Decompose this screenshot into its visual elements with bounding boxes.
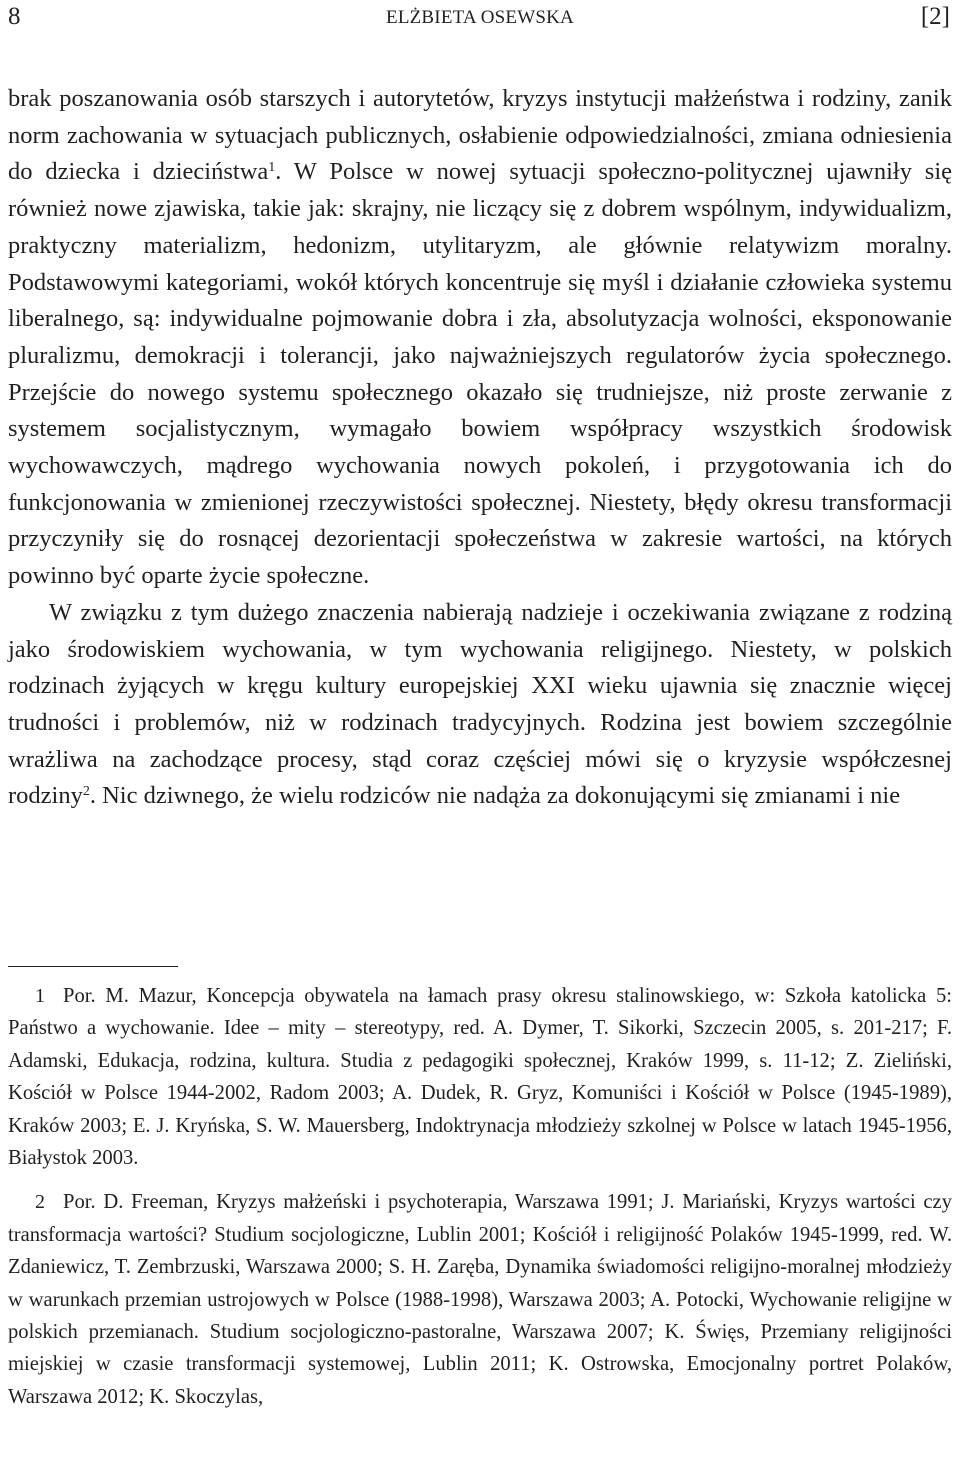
footnote-ref-2[interactable]: 2 bbox=[82, 784, 90, 800]
paragraph-2 bbox=[8, 595, 952, 815]
footnote-1 bbox=[8, 980, 952, 1174]
running-head-author: ELŻBIETA OSEWSKA bbox=[386, 7, 574, 28]
footnote-2-mark: 2 bbox=[35, 1191, 45, 1214]
footnote-1-text: Por. M. Mazur, Koncepcja obywatela na łamach prasy okresu stalinowskiego, w: Szkoła katolicka 5: Państwo a wychowanie. Idee – mity – stereotypy, red. A. Dymer, T. Sikorki, Szczecin 2005, s. 201-217; F. Adamski, Edukacja, rodzina, kultura. Studia z pedagogiki społecznej, Kraków 1999, s. 11-12; Z. Zieliński, Kościół w Polsce 1944-2002, Radom 2003; A. Dudek, R. Gryz, Komuniści i Kościół w Polsce (1945-1989), Kraków 2003; E. J. Kryńska, S. W. Mauersberg, Indoktrynacja młodzieży szkolnej w Polsce w latach 1945-1956, Białystok 2003. bbox=[8, 985, 952, 1170]
footnote-separator bbox=[8, 966, 178, 967]
paragraph-1 bbox=[8, 81, 952, 595]
paragraph-2-text-a: W związku z tym dużego znaczenia nabierają nadzieje i oczekiwania związane z rodziną jako środowiskiem wychowania, w tym wychowania religijnego. Niestety, w polskich rodzinach żyjących w kręgu kultury europejskiej XXI wieku ujawnia się znacznie więcej trudności i problemów, niż w rodzinach tradycyjnych. Rodzina jest bowiem szczególnie wrażliwa na zachodzące procesy, stąd coraz częściej mówi się o kryzysie współczesnej rodziny bbox=[8, 598, 952, 810]
footnote-ref-1[interactable]: 1 bbox=[268, 160, 276, 176]
section-number: [2] bbox=[920, 3, 950, 30]
body-text bbox=[8, 81, 952, 815]
page-header bbox=[8, 2, 952, 32]
paragraph-1-text-b: . W Polsce w nowej sytuacji społeczno-politycznej ujawniły się również nowe zjawiska, takie jak: skrajny, nie liczący się z dobrem wspólnym, indywidualizm, praktyczny materializm, hedonizm, utylitaryzm, ale głównie relatywizm moralny. Podstawowymi kategoriami, wokół których koncentruje się myśl i działanie człowieka systemu liberalnego, są: indywidualne pojmowanie dobra i zła, absolutyzacja wolności, eksponowanie pluralizmu, demokracji i tolerancji, jako najważniejszych regulatorów życia społecznego. Przejście do nowego systemu społecznego okazało się trudniejsze, niż proste zerwanie z systemem socjalistycznym, wymagało bowiem współpracy wszystkich środowisk wychowawczych, mądrego wychowania nowych pokoleń, i przygotowania ich do funkcjonowania w zmienionej rzeczywistości społecznej. Niestety, błędy okresu transformacji przyczyniły się do rosnącej dezorientacji społeczeństwa w zakresie wartości, na których powinno być oparte życie społeczne. bbox=[8, 158, 953, 590]
footnote-2-text: Por. D. Freeman, Kryzys małżeński i psychoterapia, Warszawa 1991; J. Mariański, Kryzys wartości czy transformacja wartości? Studium socjologiczne, Lublin 2001; Kościół i religijność Polaków 1945-1999, red. W. Zdaniewicz, T. Zembrzuski, Warszawa 2000; S. H. Zaręba, Dynamika świadomości religijno-moralnej młodzieży w warunkach przemian ustrojowych w Polsce (1988-1998), Warszawa 2003; A. Potocki, Wychowanie religijne w polskich przemianach. Studium socjologiczno-pastoralne, Warszawa 2007; K. Święs, Przemiany religijności miejskiej w czasie transformacji systemowej, Lublin 2011; K. Ostrowska, Emocjonalny portret Polaków, Warszawa 2012; K. Skoczylas, bbox=[8, 1191, 952, 1408]
footnote-2 bbox=[8, 1186, 952, 1413]
paragraph-1-text-a: brak poszanowania osób starszych i autorytetów, kryzys instytucji małżeństwa i rodziny, zanik norm zachowania w sytuacjach publicznych, osłabienie odpowiedzialności, zmiana odniesienia do dziecka i dzieciństwa bbox=[8, 85, 952, 186]
page-number: 8 bbox=[8, 3, 21, 30]
footnotes bbox=[8, 980, 952, 1413]
footnote-1-mark: 1 bbox=[35, 985, 45, 1007]
paragraph-2-text-b: . Nic dziwnego, że wielu rodziców nie nadąża za dokonującymi się zmianami i nie bbox=[89, 782, 901, 810]
